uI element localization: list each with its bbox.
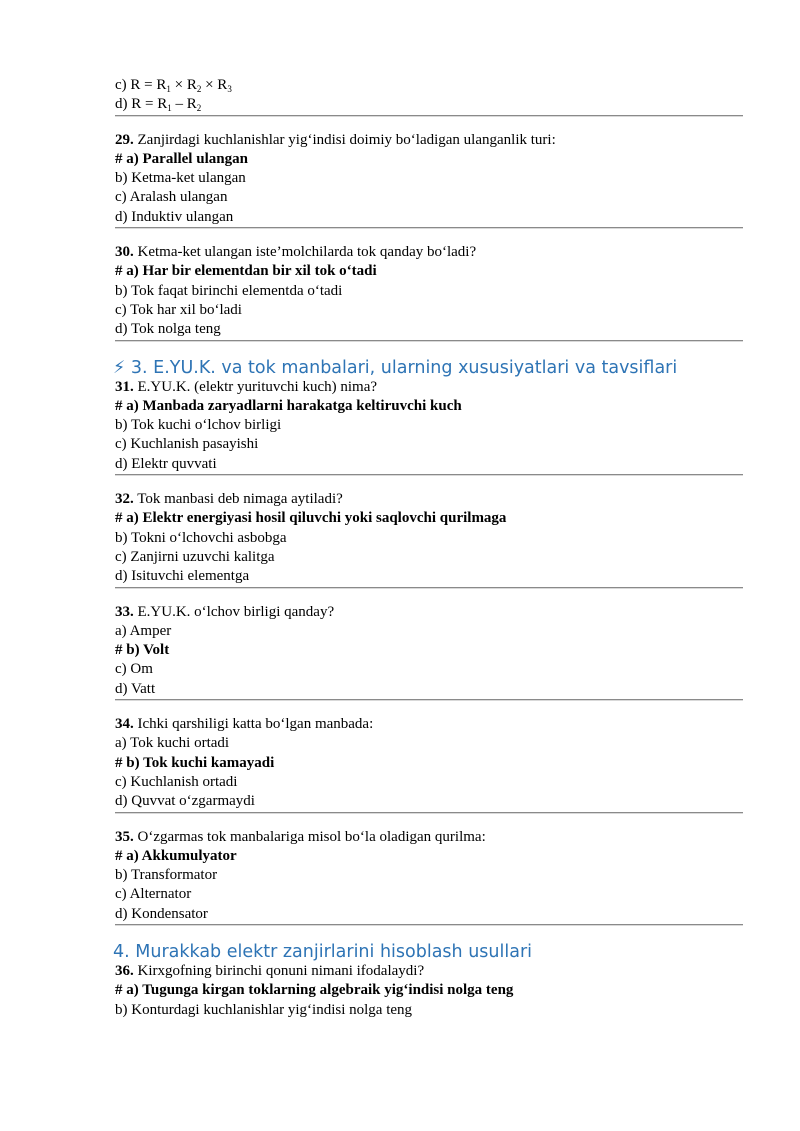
section-heading-3: ⚡ 3. E.YU.K. va tok manbalari, ularning xususiyatlari va tavsiflari xyxy=(113,357,678,378)
divider xyxy=(115,812,743,813)
option-b: b) Konturdagi kuchlanishlar yig‘indisi nolga teng xyxy=(115,1001,413,1018)
option-b: b) Transformator xyxy=(115,867,218,884)
option-c: c) Tok har xil bo‘ladi xyxy=(115,301,242,318)
question-31: 31. E.YU.K. (elektr yurituvchi kuch) nima? xyxy=(115,378,378,395)
option-b-correct: # b) Tok kuchi kamayadi xyxy=(115,754,275,771)
option-c: c) Kuchlanish ortadi xyxy=(115,773,238,790)
option-b-correct: # b) Volt xyxy=(115,642,170,659)
option-a: a) Amper xyxy=(115,622,172,639)
option-c: c) Zanjirni uzuvchi kalitga xyxy=(115,548,275,565)
question-35: 35. O‘zgarmas tok manbalariga misol bo‘la oladigan qurilma: xyxy=(115,828,486,845)
lightning-icon: ⚡ xyxy=(113,357,126,378)
option-d: d) Kondensator xyxy=(115,905,208,922)
option-a-correct: # a) Parallel ulangan xyxy=(115,150,248,167)
option-d: d) Tok nolga teng xyxy=(115,321,221,338)
divider xyxy=(115,924,743,925)
option-b: b) Tok kuchi o‘lchov birligi xyxy=(115,417,282,434)
question-34: 34. Ichki qarshiligi katta bo‘lgan manbada: xyxy=(115,716,374,733)
option-a-correct: # a) Manbada zaryadlarni harakatga keltiruvchi kuch xyxy=(115,397,462,414)
option-d: d) Induktiv ulangan xyxy=(115,208,234,225)
divider xyxy=(115,115,743,116)
option-b: b) Tokni o‘lchovchi asbobga xyxy=(115,529,287,546)
section-heading-4: 4. Murakkab elektr zanjirlarini hisoblash usullari xyxy=(113,941,533,962)
option-c: c) Om xyxy=(115,661,153,678)
document-page xyxy=(115,76,743,1020)
question-29: 29. Zanjirdagi kuchlanishlar yig‘indisi doimiy bo‘ladigan ulanganlik turi: xyxy=(115,131,556,148)
option-c: c) Alternator xyxy=(115,886,192,903)
divider xyxy=(115,474,743,475)
option-d: d) $R = R_1 - R_2$ xyxy=(115,96,202,114)
divider xyxy=(115,699,743,700)
option-d: d) Vatt xyxy=(115,680,156,697)
option-b: b) Ketma-ket ulangan xyxy=(115,170,246,187)
option-d: d) Elektr quvvati xyxy=(115,455,217,472)
option-c: c) Aralash ulangan xyxy=(115,189,228,206)
option-a-correct: # a) Akkumulyator xyxy=(115,847,237,864)
option-a-correct: # a) Tugunga kirgan toklarning algebraik yig‘indisi nolga teng xyxy=(115,982,514,999)
question-32: 32. Tok manbasi deb nimaga aytiladi? xyxy=(115,491,343,508)
option-a-correct: # a) Har bir elementdan bir xil tok o‘tadi xyxy=(115,263,377,280)
option-c: c) Kuchlanish pasayishi xyxy=(115,436,259,453)
option-d: d) Quvvat o‘zgarmaydi xyxy=(115,793,255,810)
divider xyxy=(115,227,743,228)
divider xyxy=(115,340,743,341)
option-a: a) Tok kuchi ortadi xyxy=(115,735,230,752)
question-36: 36. Kirxgofning birinchi qonuni nimani ifodalaydi? xyxy=(115,962,425,979)
divider xyxy=(115,587,743,588)
option-d: d) Isituvchi elementga xyxy=(115,568,250,585)
option-a-correct: # a) Elektr energiyasi hosil qiluvchi yoki saqlovchi qurilmaga xyxy=(115,510,507,527)
question-33: 33. E.YU.K. o‘lchov birligi qanday? xyxy=(115,603,335,620)
question-30: 30. Ketma-ket ulangan iste’molchilarda tok qanday bo‘ladi? xyxy=(115,244,477,261)
option-c: c) $R = R_1 \times R_2 \times R_3$ xyxy=(115,77,232,94)
option-b: b) Tok faqat birinchi elementda o‘tadi xyxy=(115,282,343,299)
